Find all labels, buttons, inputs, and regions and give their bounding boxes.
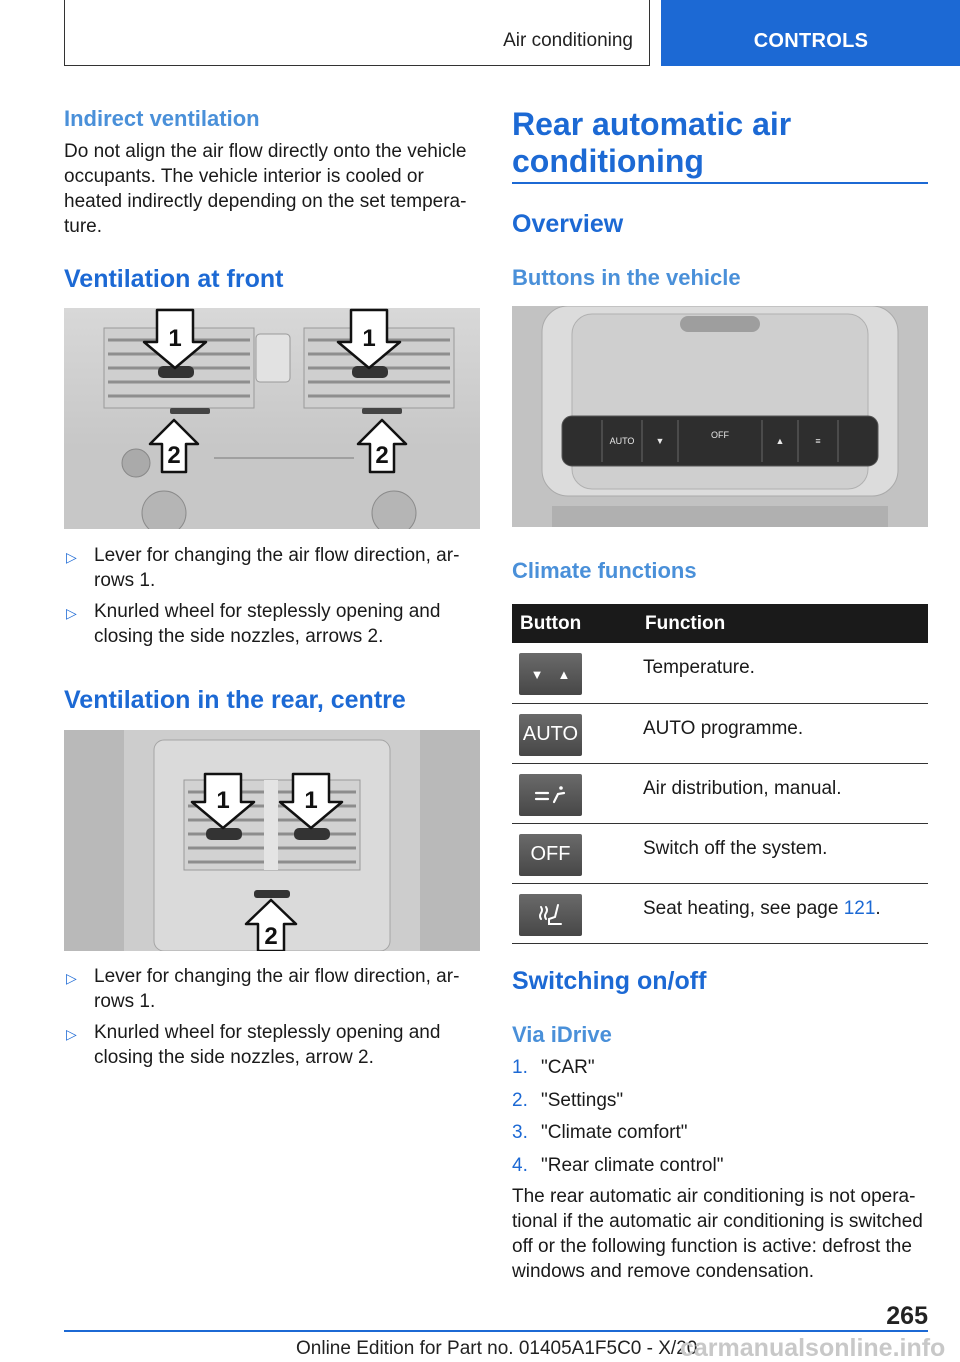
watermark: carmanualsonline.info [680, 1334, 946, 1362]
rear-callout-1b: 1 [304, 787, 318, 814]
climate-functions-heading: Climate functions [512, 558, 697, 583]
edition-text: Online Edition for Part no. 01405A1F5C0 - X/20 [296, 1338, 698, 1359]
front-callout-1a: 1 [168, 325, 182, 352]
front-bullet-list [64, 543, 480, 655]
header-bar [64, 0, 650, 66]
list-item: ▷ Knurled wheel for steplessly opening and closing the side nozzles, arrow 2. [66, 1022, 441, 1068]
rear-centre-vents-image [64, 730, 480, 951]
page-link[interactable]: 121 [843, 897, 876, 919]
buttons-heading: Buttons in the vehicle [512, 265, 741, 290]
table-row [512, 823, 928, 883]
svg-text:≡: ≡ [815, 436, 821, 446]
front-callout-2a: 2 [167, 442, 181, 469]
triangle-bullet-icon: ▷ [66, 970, 77, 986]
front-callout-1b: 1 [362, 325, 376, 352]
temperature-arrows-icon: ▼ ▲ [519, 653, 582, 695]
list-item: ▷ Knurled wheel for steplessly opening and closing the side nozzles, arrows 2. [66, 601, 441, 647]
page-title: Rear automatic air conditioning [512, 106, 792, 179]
table-row [512, 643, 928, 703]
function-cell: Air distribution, manual. [635, 763, 928, 823]
auto-icon: AUTO [519, 714, 582, 756]
list-item: 1. "CAR" [512, 1057, 595, 1078]
svg-text:▲: ▲ [775, 436, 785, 446]
table-row [512, 703, 928, 763]
table-row [512, 883, 928, 943]
page-number: 265 [886, 1302, 928, 1330]
footer-rule [64, 1330, 928, 1332]
front-ventilation-heading: Ventilation at front [64, 265, 284, 293]
list-item: 4. "Rear climate control" [512, 1154, 724, 1176]
overview-heading: Overview [512, 210, 624, 238]
seat-heating-icon [519, 894, 582, 936]
rear-centre-ventilation-heading: Ventilation in the rear, centre [64, 686, 406, 714]
section-title: Air conditioning [503, 30, 633, 51]
rear-callout-2: 2 [264, 923, 278, 950]
list-item: 3. "Climate comfort" [512, 1122, 688, 1144]
svg-text:AUTO: AUTO [609, 436, 635, 446]
triangle-bullet-icon: ▷ [66, 549, 77, 565]
indirect-ventilation-heading: Indirect ventilation [64, 106, 260, 131]
title-rule [512, 182, 928, 184]
idrive-heading: Via iDrive [512, 1022, 612, 1047]
column-header-button: Button [512, 604, 635, 643]
table-row [512, 763, 928, 823]
chapter-tab[interactable] [661, 0, 960, 66]
switching-heading: Switching on/off [512, 967, 707, 995]
rear-control-panel-image [512, 306, 928, 527]
rear-callout-1a: 1 [216, 787, 230, 814]
idrive-steps-list [512, 1055, 928, 1185]
column-header-function: Function [635, 604, 928, 643]
function-cell: Seat heating, see page 121. [635, 883, 928, 943]
function-cell: AUTO programme. [635, 703, 928, 763]
triangle-bullet-icon: ▷ [66, 1026, 77, 1042]
indirect-ventilation-text: Do not align the air flow directly onto the vehicle occupants. The vehicle interior is cooled or heated indirectly depending on the set tempera- ture. [64, 141, 467, 237]
list-item: 2. "Settings" [512, 1089, 624, 1111]
front-callout-2b: 2 [375, 442, 389, 469]
triangle-bullet-icon: ▷ [66, 605, 77, 621]
chapter-tab-label: CONTROLS [753, 30, 869, 52]
rear-bullet-list [64, 964, 480, 1076]
svg-text:OFF: OFF [711, 430, 729, 440]
list-item: ▷ Lever for changing the air flow direction, ar- rows 1. [66, 966, 460, 1012]
list-item: ▷ Lever for changing the air flow direction, ar- rows 1. [66, 545, 460, 591]
off-icon: OFF [519, 834, 582, 876]
function-cell: Switch off the system. [635, 823, 928, 883]
air-distribution-icon [519, 774, 582, 816]
climate-functions-table [512, 604, 928, 944]
svg-text:▼: ▼ [655, 436, 665, 446]
front-vents-image [64, 308, 480, 529]
function-cell: Temperature. [635, 643, 928, 703]
closing-paragraph: The rear automatic air conditioning is not opera- tional if the automatic air conditioning is switched off or the following function is active: defrost the windows and remove condensation. [512, 1186, 923, 1282]
